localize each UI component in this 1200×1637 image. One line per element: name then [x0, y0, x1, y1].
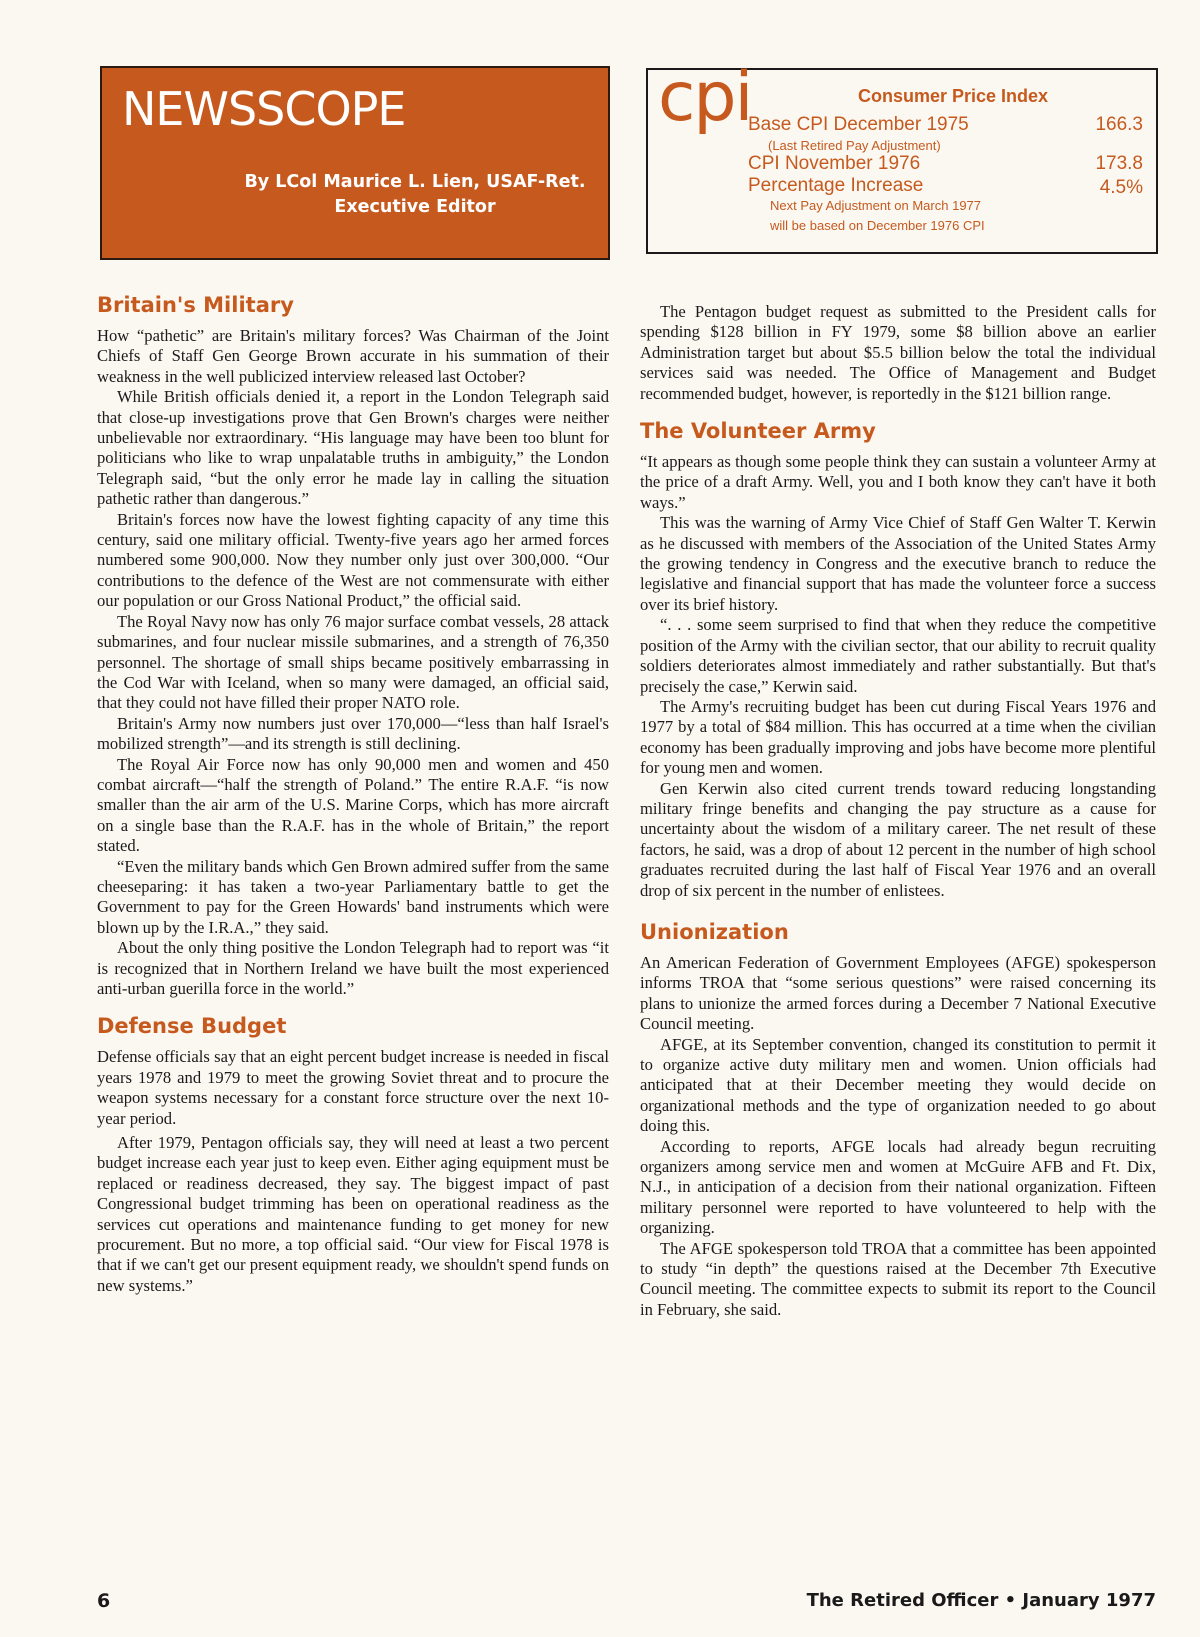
army-paragraph: This was the warning of Army Vice Chief of Staff Gen Walter T. Kerwin as he discussed with members of the Association of the United States Army the growing tendency in Congress and the executive branch to reduce the legislative and financial support that has made the volunteer force a success over its brief history.	[640, 513, 1156, 614]
cpi-nov-label: CPI November 1976	[748, 153, 921, 174]
britain-paragraph: Britain's forces now have the lowest fighting capacity of any time this century, said one military official. Twenty-five years ago her armed forces numbered some 900,000. Now they number only just over 300,000. “Our contributions to the defence of the West are not commensurate with either our population or our Gross National Product,” the official said.	[97, 509, 609, 611]
union-paragraph: The AFGE spokesperson told TROA that a committee has been appointed to study “in depth” the questions raised at the December 7th Executive Council meeting. The committee expects to submit its report to the Council in February, she said.	[640, 1238, 1156, 1319]
britain-paragraph: Britain's Army now numbers just over 170,000—“less than half Israel's mobilized strength”—and its strength is still declining.	[97, 713, 609, 754]
army-paragraph: “It appears as though some people think they can sustain a volunteer Army at the price of a draft Army. Well, you and I both know they can't have it both ways.”	[640, 452, 1156, 512]
union-paragraph: According to reports, AFGE locals had already begun recruiting organizers among service men and women at McGuire AFB and Ft. Dix, N.J., in anticipation of a decision from their national organization. Fifteen military personnel were reported to have volunteered to help with the organizing.	[640, 1136, 1156, 1238]
cpi-pct-label: Percentage Increase	[748, 175, 924, 196]
byline	[240, 170, 590, 220]
army-heading: The Volunteer Army	[640, 419, 876, 444]
cpi-box	[646, 58, 1158, 254]
cpi-base-label: Base CPI December 1975	[748, 114, 969, 135]
byline-role: Executive Editor	[334, 197, 496, 217]
cpi-nov-value: 173.8	[1095, 153, 1143, 174]
defense-heading: Defense Budget	[97, 1014, 287, 1039]
page-number: 6	[97, 1590, 111, 1612]
union-heading: Unionization	[640, 919, 789, 944]
cpi-next-line1: Next Pay Adjustment on March 1977	[770, 198, 982, 213]
cpi-logo: cpi	[658, 58, 752, 137]
right-column	[640, 302, 1156, 1320]
cpi-title: Consumer Price Index	[857, 86, 1049, 106]
pentagon-paragraph: The Pentagon budget request as submitted to the President calls for spending $128 billion in FY 1979, some $8 billion above an earlier Administration target but about $5.5 billion below the total the individual services said was needed. The Office of Management and Budget recommended budget, however, is reportedly in the $121 billion range.	[640, 302, 1156, 403]
defense-paragraph: Defense officials say that an eight percent budget increase is needed in fiscal years 1978 and 1979 to meet the growing Soviet threat and to procure the weapon systems necessary for a constant force structure over the next 10-year period.	[97, 1047, 609, 1128]
britain-paragraph: The Royal Air Force now has only 90,000 men and women and 450 combat aircraft—“half the strength of Poland.” The entire R.A.F. “is now smaller than the air arm of the U.S. Marine Corps, which has more aircraft on a single base than the R.A.F. has in the whole of Britain,” the report stated.	[97, 754, 609, 856]
magazine-footer: The Retired Officer • January 1977	[806, 1590, 1156, 1611]
cpi-base-note: (Last Retired Pay Adjustment)	[768, 138, 941, 153]
cpi-pct-value: 4.5%	[1099, 177, 1143, 198]
britain-paragraph: While British officials denied it, a report in the London Telegraph said that close-up investigations prove that Gen Brown's charges were neither unbelievable nor extraordinary. “His language may have been too blunt for politicians who like to wrap unpalatable truths in ambiguity,” the London Telegraph said, “but the only error he made lay in calling the situation pathetic rather than dangerous.”	[97, 387, 609, 509]
banner-title: NEWSSCOPE	[122, 82, 406, 136]
army-paragraph: Gen Kerwin also cited current trends toward reducing longstanding military fringe benefits and changing the pay structure as a cause for uncertainty about the wisdom of a military career. The net result of these factors, he said, was a drop of about 12 percent in the number of high school graduates recruited during the last half of Fiscal Year 1976 and an overall drop of six percent in the number of enlistees.	[640, 778, 1156, 900]
army-paragraph: “. . . some seem surprised to find that when they reduce the competitive position of the Army with the civilian sector, that our ability to recruit quality soldiers deteriorates almost immediately and rather substantially. But that's precisely the case,” Kerwin said.	[640, 615, 1156, 696]
britain-paragraph: How “pathetic” are Britain's military forces? Was Chairman of the Joint Chiefs of Staff Gen George Brown accurate in his summation of their weakness in the well publicized interview released last October?	[97, 326, 609, 386]
cpi-next-line2: will be based on December 1976 CPI	[770, 218, 985, 233]
britain-paragraph: The Royal Navy now has only 76 major surface combat vessels, 28 attack submarines, and four nuclear missile submarines, and a strength of 76,350 personnel. The shortage of small ships became positively embarrassing in the Cod War with Iceland, when so many were damaged, an official said, that they could not have filled their proper NATO role.	[97, 611, 609, 713]
newsscope-banner	[100, 66, 610, 260]
britain-heading: Britain's Military	[97, 293, 294, 317]
union-paragraph: AFGE, at its September convention, changed its constitution to permit it to organize active duty military men and women. Union officials had anticipated that at their December meeting they would decide on organizational methods and the type of organization needed to go about doing this.	[640, 1034, 1156, 1136]
left-column	[97, 292, 609, 1296]
defense-paragraph: After 1979, Pentagon officials say, they will need at least a two percent budget increase each year just to keep even. Either aging equipment must be replaced or readiness decreased, they say. The biggest impact of past Congressional budget trimming has been on operational readiness as the services cut operations and maintenance funding to get money for new procurement. But no more, a top official said. “Our view for Fiscal 1978 is that if we can't get our present equipment ready, we shouldn't spend funds on new systems.”	[97, 1133, 609, 1295]
union-paragraph: An American Federation of Government Employees (AFGE) spokesperson informs TROA that “some serious questions” were raised concerning its plans to unionize the armed forces during a December 7 National Executive Council meeting.	[640, 952, 1156, 1034]
army-paragraph: The Army's recruiting budget has been cut during Fiscal Years 1976 and 1977 by a total of $84 million. This has occurred at a time when the civilian economy has been gradually improving and jobs have become more plentiful for young men and women.	[640, 696, 1156, 778]
cpi-base-value: 166.3	[1095, 114, 1143, 135]
britain-paragraph: About the only thing positive the London Telegraph had to report was “it is recognized that in Northern Ireland we have built the most experienced anti-urban guerilla force in the world.”	[97, 938, 609, 998]
britain-paragraph: “Even the military bands which Gen Brown admired suffer from the same cheeseparing: it has taken a two-year Parliamentary battle to get the Government to pay for the Green Howards' band instruments which were blown up by the I.R.A.,” they said.	[97, 856, 609, 937]
byline-author: By LCol Maurice L. Lien, USAF-Ret.	[244, 172, 586, 192]
